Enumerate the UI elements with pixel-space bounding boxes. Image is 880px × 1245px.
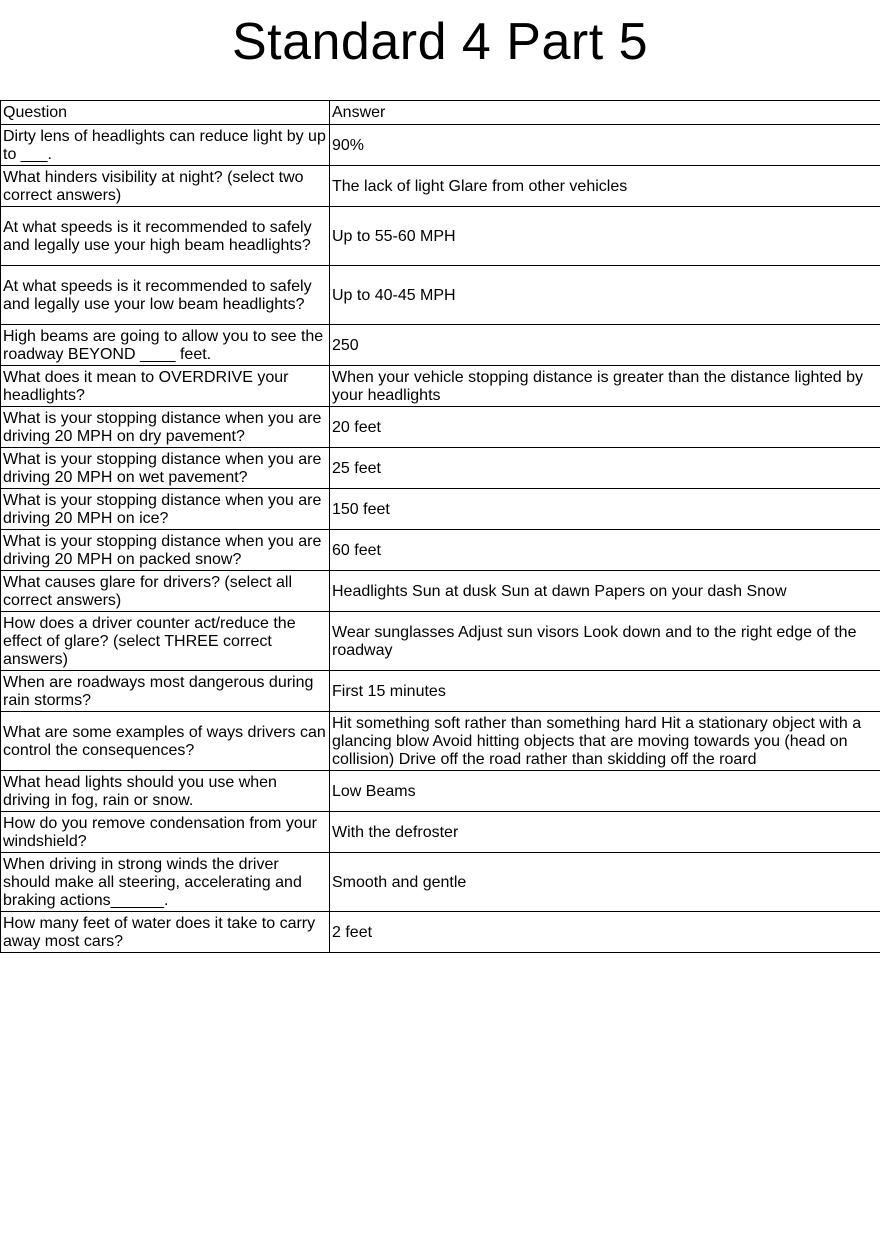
question-cell: How does a driver counter act/reduce the effect of glare? (select THREE correct answers) (1, 612, 330, 671)
question-cell: What is your stopping distance when you are driving 20 MPH on packed snow? (1, 530, 330, 571)
table-row (1, 912, 880, 953)
header-answer: Answer (330, 101, 880, 125)
answer-cell: Wear sunglasses Adjust sun visors Look down and to the right edge of the roadway (330, 612, 880, 671)
question-cell: High beams are going to allow you to see the roadway BEYOND ____ feet. (1, 325, 330, 366)
table-row (1, 771, 880, 812)
answer-cell: 25 feet (330, 448, 880, 489)
answer-cell: Up to 40-45 MPH (330, 266, 880, 325)
header-question: Question (1, 101, 330, 125)
answer-cell: 60 feet (330, 530, 880, 571)
page-title: Standard 4 Part 5 (231, 13, 649, 71)
table-row (1, 125, 880, 166)
table-row (1, 266, 880, 325)
answer-cell: With the defroster (330, 812, 880, 853)
question-cell: What head lights should you use when driving in fog, rain or snow. (1, 771, 330, 812)
table-row (1, 712, 880, 771)
answer-cell: Headlights Sun at dusk Sun at dawn Papers on your dash Snow (330, 571, 880, 612)
answer-cell: 20 feet (330, 407, 880, 448)
question-cell: What is your stopping distance when you are driving 20 MPH on dry pavement? (1, 407, 330, 448)
table-header-row (1, 101, 880, 125)
table-row (1, 407, 880, 448)
answer-cell: Hit something soft rather than something hard Hit a stationary object with a glancing blow Avoid hitting objects that are moving towards you (head on collision) Drive off the road rather than skidding off the roard (330, 712, 880, 771)
answer-cell: The lack of light Glare from other vehicles (330, 166, 880, 207)
question-cell: When are roadways most dangerous during rain storms? (1, 671, 330, 712)
table-row (1, 448, 880, 489)
question-cell: What hinders visibility at night? (select two correct answers) (1, 166, 330, 207)
answer-cell: First 15 minutes (330, 671, 880, 712)
table-row (1, 366, 880, 407)
question-cell: At what speeds is it recommended to safely and legally use your high beam headlights? (1, 207, 330, 266)
question-cell: What is your stopping distance when you are driving 20 MPH on wet pavement? (1, 448, 330, 489)
qa-table (0, 100, 880, 953)
question-cell: When driving in strong winds the driver should make all steering, accelerating and braking actions______. (1, 853, 330, 912)
answer-cell: 250 (330, 325, 880, 366)
table-row (1, 166, 880, 207)
table-row (1, 853, 880, 912)
table-row (1, 489, 880, 530)
question-cell: How many feet of water does it take to carry away most cars? (1, 912, 330, 953)
question-cell: What does it mean to OVERDRIVE your headlights? (1, 366, 330, 407)
answer-cell: Low Beams (330, 771, 880, 812)
answer-cell: Smooth and gentle (330, 853, 880, 912)
table-row (1, 530, 880, 571)
answer-cell: When your vehicle stopping distance is greater than the distance lighted by your headlights (330, 366, 880, 407)
question-cell: What are some examples of ways drivers can control the consequences? (1, 712, 330, 771)
table-row (1, 207, 880, 266)
answer-cell: 90% (330, 125, 880, 166)
qa-table-body (1, 101, 880, 953)
table-row (1, 612, 880, 671)
question-cell: What is your stopping distance when you are driving 20 MPH on ice? (1, 489, 330, 530)
question-cell: What causes glare for drivers? (select all correct answers) (1, 571, 330, 612)
answer-cell: 2 feet (330, 912, 880, 953)
question-cell: How do you remove condensation from your windshield? (1, 812, 330, 853)
table-row (1, 325, 880, 366)
answer-cell: 150 feet (330, 489, 880, 530)
table-row (1, 571, 880, 612)
table-row (1, 812, 880, 853)
answer-cell: Up to 55-60 MPH (330, 207, 880, 266)
question-cell: Dirty lens of headlights can reduce light by up to ___. (1, 125, 330, 166)
question-cell: At what speeds is it recommended to safely and legally use your low beam headlights? (1, 266, 330, 325)
table-row (1, 671, 880, 712)
